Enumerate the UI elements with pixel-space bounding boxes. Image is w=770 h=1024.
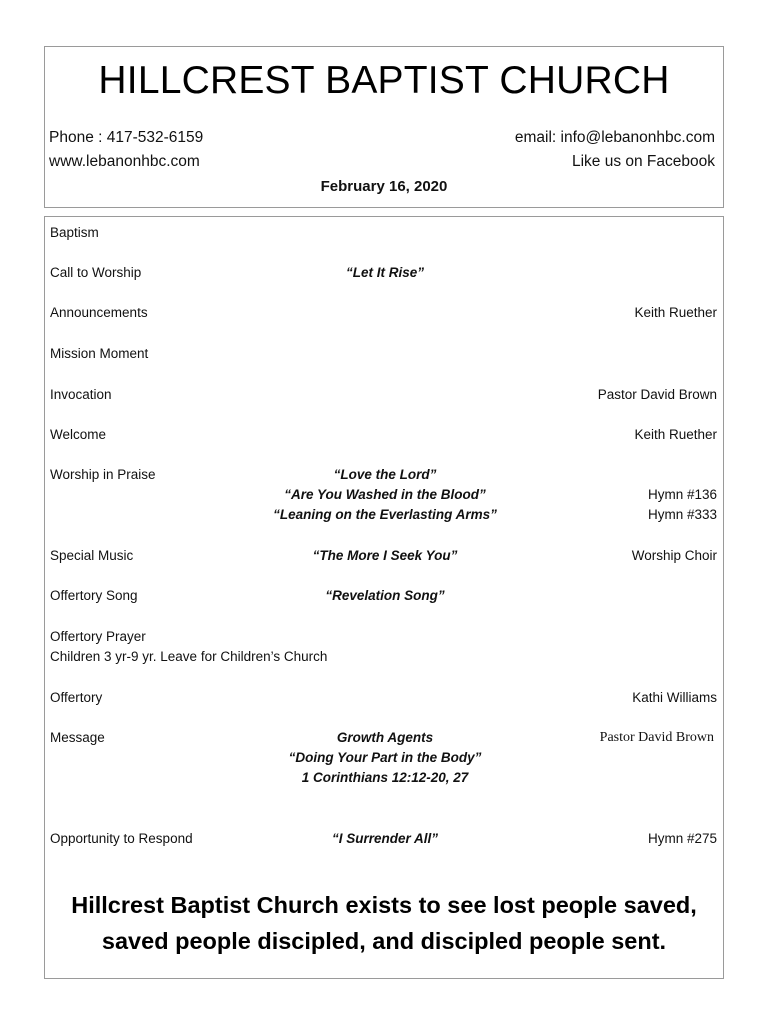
program-label: Mission Moment bbox=[50, 346, 149, 361]
program-label-group bbox=[50, 627, 327, 667]
mission-statement-line: Hillcrest Baptist Church exists to see lost people saved, bbox=[71, 892, 697, 918]
sermon-series: Growth Agents bbox=[336, 730, 434, 745]
sermon-title: “Doing Your Part in the Body” bbox=[288, 750, 482, 765]
song-title: “Revelation Song” bbox=[325, 588, 445, 603]
program-label: Special Music bbox=[50, 548, 134, 563]
program-leader: Kathi Williams bbox=[632, 690, 717, 705]
program-label: Call to Worship bbox=[50, 265, 142, 280]
song-title: “Are You Washed in the Blood” bbox=[284, 487, 486, 502]
song-title: “The More I Seek You” bbox=[312, 548, 458, 563]
program-label: Baptism bbox=[50, 225, 99, 240]
song-title: “I Surrender All” bbox=[331, 831, 439, 846]
hymn-list bbox=[648, 465, 717, 525]
facebook-note: Like us on Facebook bbox=[571, 153, 715, 170]
mission-statement bbox=[45, 887, 723, 959]
program-leader: Worship Choir bbox=[631, 548, 717, 563]
program-label: Announcements bbox=[50, 305, 148, 320]
service-date: February 16, 2020 bbox=[320, 178, 448, 195]
bulletin-header bbox=[44, 46, 724, 208]
program-label: Worship in Praise bbox=[50, 467, 156, 482]
order-of-service bbox=[44, 216, 724, 979]
program-label: Offertory Song bbox=[50, 588, 138, 603]
church-title: HILLCREST BAPTIST CHURCH bbox=[98, 59, 670, 102]
program-leader: Pastor David Brown bbox=[599, 730, 714, 745]
program-label: Invocation bbox=[50, 387, 112, 402]
email-address: email: info@lebanonhbc.com bbox=[514, 129, 715, 146]
program-leader: Keith Ruether bbox=[634, 305, 717, 320]
program-label: Offertory Prayer bbox=[50, 629, 146, 644]
sermon-details bbox=[225, 728, 545, 788]
song-title: “Leaning on the Everlasting Arms” bbox=[273, 507, 497, 522]
program-label: Opportunity to Respond bbox=[50, 831, 193, 846]
hymn-number: Hymn #333 bbox=[647, 507, 717, 522]
childrens-church-note: Children 3 yr-9 yr. Leave for Children’s Church bbox=[50, 649, 328, 664]
song-title: “Let It Rise” bbox=[345, 265, 424, 280]
program-label: Welcome bbox=[50, 427, 107, 442]
scripture-reference: 1 Corinthians 12:12-20, 27 bbox=[301, 770, 469, 785]
phone-number: Phone : 417-532-6159 bbox=[49, 129, 204, 146]
website-url: www.lebanonhbc.com bbox=[49, 153, 200, 170]
mission-statement-line: saved people discipled, and discipled people sent. bbox=[101, 928, 667, 954]
hymn-number-spacer bbox=[648, 465, 717, 485]
song-title: “Love the Lord” bbox=[333, 467, 437, 482]
song-list bbox=[225, 465, 545, 525]
program-leader: Keith Ruether bbox=[634, 427, 717, 442]
program-leader: Pastor David Brown bbox=[597, 387, 717, 402]
program-label: Offertory bbox=[50, 690, 103, 705]
program-label: Message bbox=[50, 730, 105, 745]
hymn-number: Hymn #136 bbox=[647, 487, 717, 502]
hymn-number: Hymn #275 bbox=[647, 831, 717, 846]
